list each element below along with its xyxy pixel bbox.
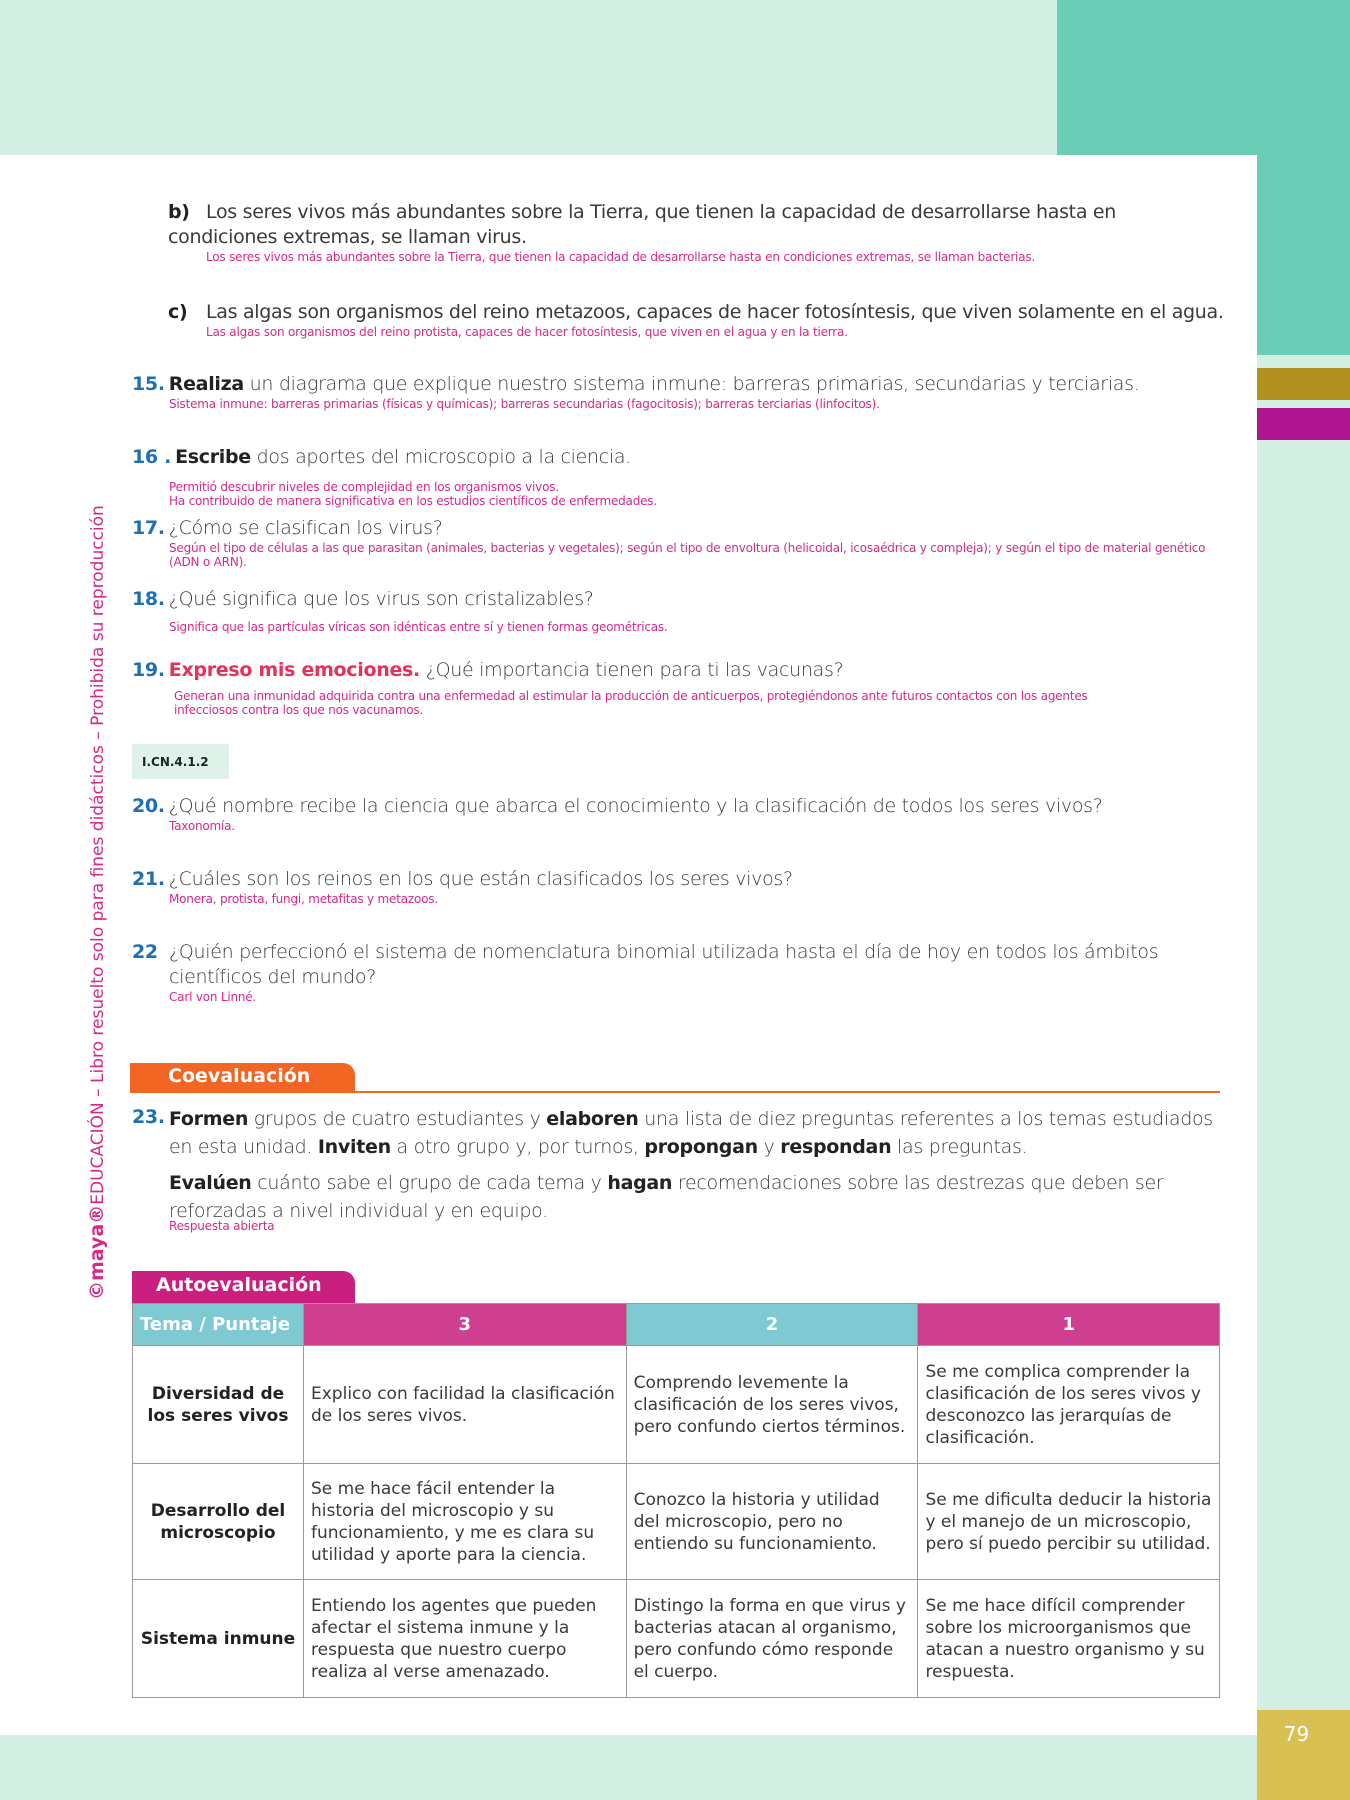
- section-highlight: Expreso mis emociones.: [168, 659, 420, 681]
- question-text: ¿Quién perfeccionó el sistema de nomenclatura binomial utilizada hasta el día de hoy en todos los ámbitos científicos del mundo?: [169, 941, 1159, 988]
- table-row: [133, 1346, 1220, 1464]
- teal-block: [1057, 0, 1350, 155]
- question-15: [132, 372, 1222, 411]
- rubric-table: [132, 1303, 1220, 1698]
- bold-verb: Inviten: [317, 1136, 391, 1158]
- table-cell: Se me dificulta deducir la historia y el manejo de un microscopio, pero sí puedo percibir su utilidad.: [918, 1464, 1220, 1580]
- question-17: [132, 516, 1222, 569]
- header-cell: 1: [918, 1304, 1220, 1346]
- question-16: [132, 445, 1222, 508]
- copyright-side-text: [86, 480, 108, 1300]
- item-letter: c): [168, 301, 188, 323]
- bold-verb: respondan: [780, 1136, 892, 1158]
- answer: Sistema inmune: barreras primarias (físicas y químicas); barreras secundarias (fagocitosis); barreras terciarias (linfocitos).: [169, 397, 880, 411]
- teal-block-side: [1257, 155, 1350, 355]
- question-number: 15.: [132, 373, 165, 395]
- table-cell: Conozco la historia y utilidad del microscopio, pero no entiendo su funcionamiento.: [626, 1464, 918, 1580]
- question-number: 23.: [132, 1106, 165, 1128]
- question-number: 21.: [132, 868, 165, 890]
- side-text: EDUCACIÓN – Libro resuelto solo para fines didácticos – Prohibida su reproducción: [88, 505, 108, 1205]
- question-20: [132, 794, 1222, 833]
- header-cell: 3: [304, 1304, 627, 1346]
- table-cell: Entiendo los agentes que pueden afectar el sistema inmune y la respuesta que nuestro cuerpo realiza al verse amenazado.: [304, 1580, 627, 1698]
- bold-verb: Evalúen: [169, 1172, 252, 1194]
- table-row: [133, 1580, 1220, 1698]
- item-b: [168, 200, 1228, 264]
- text-span: las preguntas.: [891, 1136, 1028, 1158]
- question-text: ¿Cuáles son los reinos en los que están clasificados los seres vivos?: [168, 868, 793, 890]
- text-span: y: [757, 1136, 781, 1158]
- magenta-tab: [1257, 408, 1350, 440]
- text-span: grupos de cuatro estudiantes y: [248, 1108, 547, 1130]
- question-18: [132, 587, 1222, 634]
- question-number: 17.: [132, 517, 165, 539]
- answer: Según el tipo de células a las que parasitan (animales, bacterias y vegetales); según el tipo de envoltura (helicoidal, icosaédrica y compleja); y según el tipo de material genético (ADN o ARN).: [169, 541, 1206, 569]
- question-number: 19.: [132, 659, 165, 681]
- question-number: 22: [132, 941, 158, 963]
- indicator-badge: I.CN.4.1.2: [132, 744, 229, 779]
- answer: Taxonomía.: [169, 819, 235, 833]
- text-span: cuánto sabe el grupo de cada tema y: [251, 1172, 608, 1194]
- coevaluacion-title: Coevaluación: [130, 1063, 355, 1093]
- page-number: 79: [1257, 1710, 1350, 1800]
- question-22: [132, 940, 1222, 1004]
- brand: ©maya®: [86, 1204, 108, 1300]
- answer: Las algas son organismos del reino protista, capaces de hacer fotosíntesis, que viven en el agua y en la tierra.: [206, 325, 848, 339]
- question-number: 16 .: [132, 446, 172, 468]
- question-23: [132, 1105, 1222, 1233]
- question-text: un diagrama que explique nuestro sistema inmune: barreras primarias, secundarias y terciarias.: [243, 373, 1140, 395]
- bold-verb: hagan: [607, 1172, 673, 1194]
- header-cell: Tema / Puntaje: [133, 1304, 304, 1346]
- topic-cell: Diversidad de los seres vivos: [133, 1346, 304, 1464]
- item-text: Los seres vivos más abundantes sobre la Tierra, que tienen la capacidad de desarrollarse hasta en condiciones extremas, se llaman virus.: [168, 201, 1117, 248]
- verb: Realiza: [168, 373, 244, 395]
- question-text: ¿Cómo se clasifican los virus?: [168, 517, 443, 539]
- right-strip: [1257, 155, 1350, 1800]
- text-span: recomendaciones sobre las destrezas que deben ser reforzadas a nivel individual y en equipo.: [169, 1172, 1164, 1222]
- paragraph-2: [169, 1169, 1222, 1225]
- item-text: Las algas son organismos del reino metazoos, capaces de hacer fotosíntesis, que viven solamente en el agua.: [206, 301, 1224, 323]
- topic-cell: Sistema inmune: [133, 1580, 304, 1698]
- text-span: a otro grupo y, por turnos,: [390, 1136, 645, 1158]
- question-text: dos aportes del microscopio a la ciencia.: [250, 446, 631, 468]
- verb: Escribe: [175, 446, 251, 468]
- table-header: [133, 1304, 1220, 1346]
- table-cell: Explico con facilidad la clasificación de los seres vivos.: [304, 1346, 627, 1464]
- question-text: ¿Qué nombre recibe la ciencia que abarca el conocimiento y la clasificación de todos los seres vivos?: [168, 795, 1103, 817]
- bold-verb: Formen: [169, 1108, 249, 1130]
- table-cell: Se me hace fácil entender la historia del microscopio y su funcionamiento, y me es clara su utilidad y aporte para la ciencia.: [304, 1464, 627, 1580]
- table-cell: Comprendo levemente la clasificación de los seres vivos, pero confundo ciertos términos.: [626, 1346, 918, 1464]
- bottom-band: [0, 1735, 1350, 1800]
- table-cell: Se me hace difícil comprender sobre los microorganismos que atacan a nuestro organismo y su respuesta.: [918, 1580, 1220, 1698]
- question-number: 18.: [132, 588, 165, 610]
- answer: Respuesta abierta: [169, 1219, 275, 1233]
- answer: Ha contribuido de manera significativa en los estudios científicos de enfermedades.: [169, 494, 657, 508]
- paragraph-1: [169, 1105, 1222, 1161]
- question-19: [132, 658, 1222, 717]
- item-letter: b): [168, 201, 190, 223]
- table-cell: Se me complica comprender la clasificación de los seres vivos y desconozco las jerarquías de clasificación.: [918, 1346, 1220, 1464]
- answer: Permitió descubrir niveles de complejidad en los organismos vivos.: [169, 480, 559, 494]
- autoevaluacion-title: Autoevaluación: [132, 1271, 355, 1303]
- topic-cell: Desarrollo del microscopio: [133, 1464, 304, 1580]
- answer: Significa que las partículas víricas son idénticas entre sí y tienen formas geométricas.: [169, 620, 668, 634]
- olive-tab: [1257, 368, 1350, 400]
- question-text: ¿Qué importancia tienen para ti las vacunas?: [419, 659, 844, 681]
- bold-verb: elaboren: [546, 1108, 639, 1130]
- header-cell: 2: [626, 1304, 918, 1346]
- question-text: ¿Qué significa que los virus son cristalizables?: [168, 588, 594, 610]
- answer: Generan una inmunidad adquirida contra una enfermedad al estimular la producción de anticuerpos, protegiéndonos ante futuros contactos con los agentes infecciosos contra los que nos vacunamos.: [174, 689, 1088, 717]
- item-c: [168, 300, 1228, 339]
- coevaluacion-header: [130, 1063, 1220, 1093]
- table-row: [133, 1464, 1220, 1580]
- table-cell: Distingo la forma en que virus y bacterias atacan al organismo, pero confundo cómo responde el cuerpo.: [626, 1580, 918, 1698]
- question-21: [132, 867, 1222, 906]
- text-span: una lista de diez preguntas referentes a los temas estudiados en esta unidad.: [169, 1108, 1213, 1158]
- answer: Monera, protista, fungi, metafitas y metazoos.: [169, 892, 438, 906]
- answer: Carl von Linné.: [169, 990, 257, 1004]
- question-number: 20.: [132, 795, 165, 817]
- answer: Los seres vivos más abundantes sobre la Tierra, que tienen la capacidad de desarrollarse hasta en condiciones extremas, se llaman bacterias.: [206, 250, 1036, 264]
- bold-verb: propongan: [644, 1136, 758, 1158]
